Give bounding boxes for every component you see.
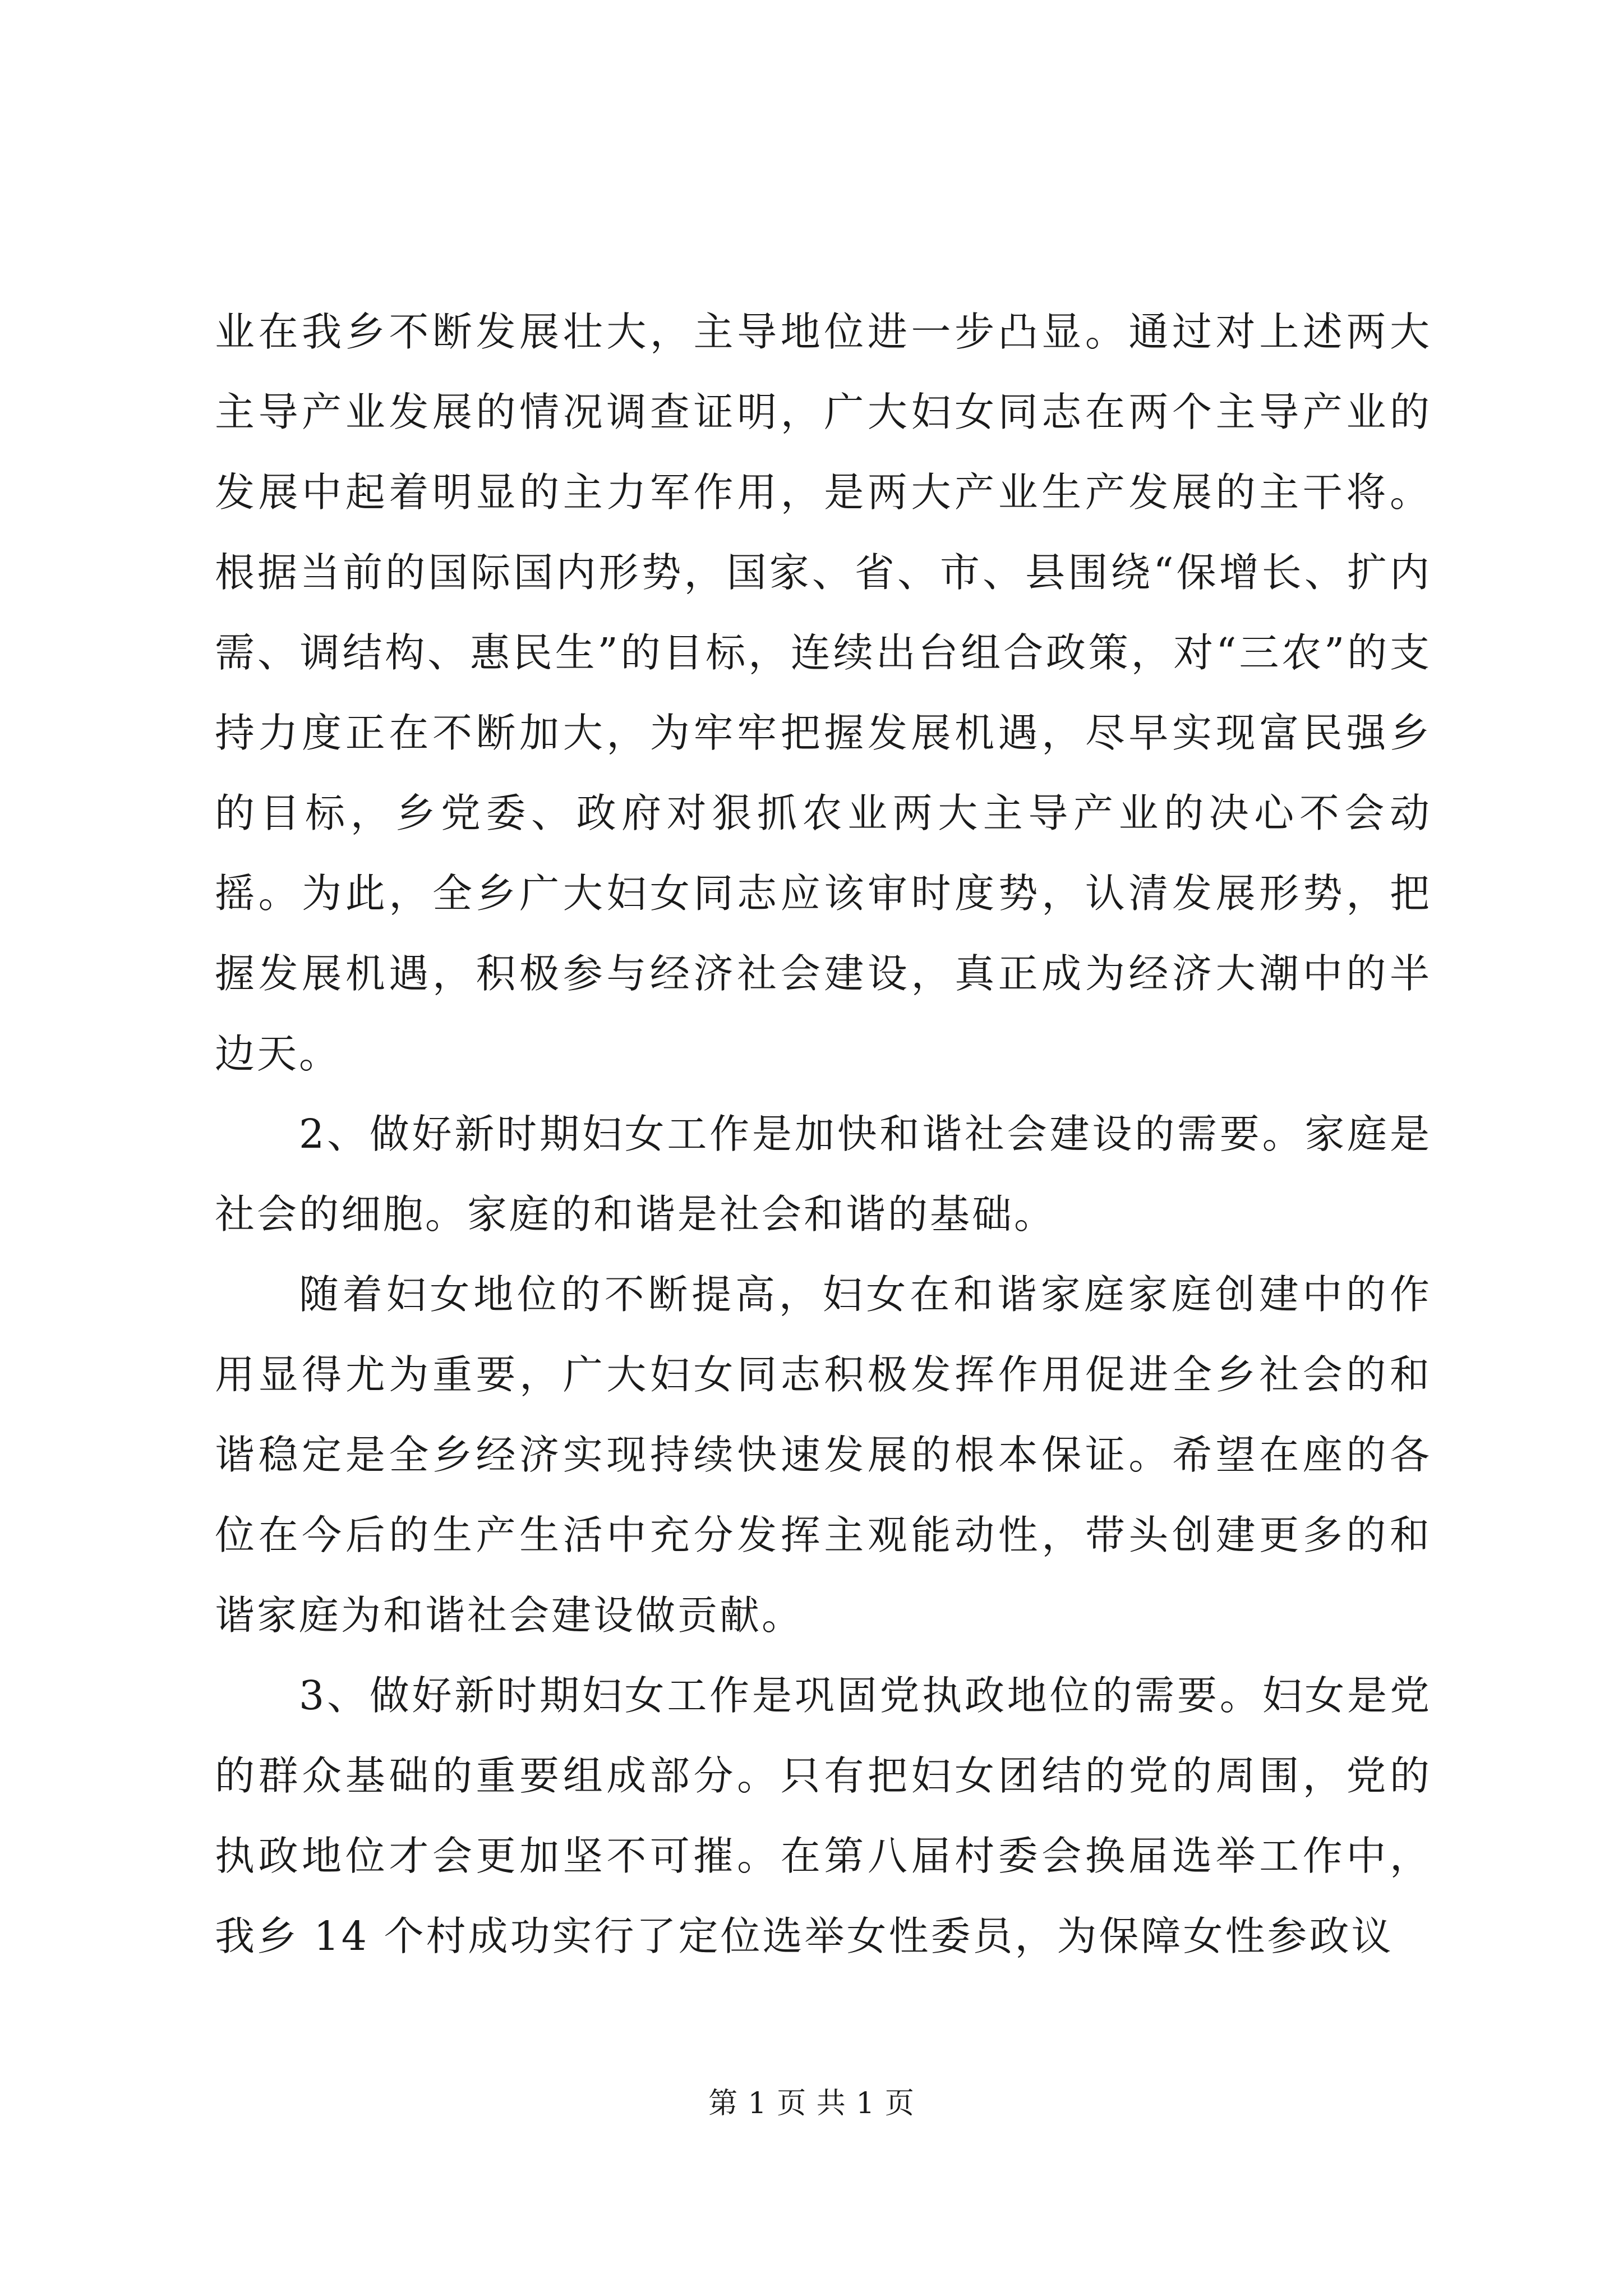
paragraph-1: 业在我乡不断发展壮大，主导地位进一步凸显。通过对上述两大主导产业发展的情况调查证明，广大妇女同志在两个主导产业的发展中起着明显的主力军作用，是两大产业生产发展的主干将。根据当前的国际国内形势，国家、省、市、县围绕“保增长、扩内需、调结构、惠民生”的目标，连续出台组合政策，对“三农”的支持力度正在不断加大，为牢牢把握发展机遇，尽早实现富民强乡的目标，乡党委、政府对狠抓农业两大主导产业的决心不会动摇。为此，全乡广大妇女同志应该审时度势，认清发展形势，把握发展机遇，积极参与经济社会建设，真正成为经济大潮中的半边天。 bbox=[215, 309, 1432, 1077]
paragraph-4: 3、做好新时期妇女工作是巩固党执政地位的需要。妇女是党的群众基础的重要组成部分。只有把妇女团结的党的周围，党的执政地位才会更加坚不可摧。在第八届村委会换届选举工作中，我乡 14 个村成功实行了定位选举女性委员，为保障女性参政议 bbox=[215, 1672, 1432, 1959]
document-body bbox=[215, 292, 1432, 1976]
paragraph-2: 2、做好新时期妇女工作是加快和谐社会建设的需要。家庭是社会的细胞。家庭的和谐是社会和谐的基础。 bbox=[215, 1111, 1432, 1237]
paragraph-3: 随着妇女地位的不断提高，妇女在和谐家庭家庭创建中的作用显得尤为重要，广大妇女同志积极发挥作用促进全乡社会的和谐稳定是全乡经济实现持续快速发展的根本保证。希望在座的各位在今后的生产生活中充分发挥主观能动性，带头创建更多的和谐家庭为和谐社会建设做贡献。 bbox=[215, 1271, 1432, 1639]
page-footer: 第 1 页 共 1 页 bbox=[708, 2087, 915, 2120]
